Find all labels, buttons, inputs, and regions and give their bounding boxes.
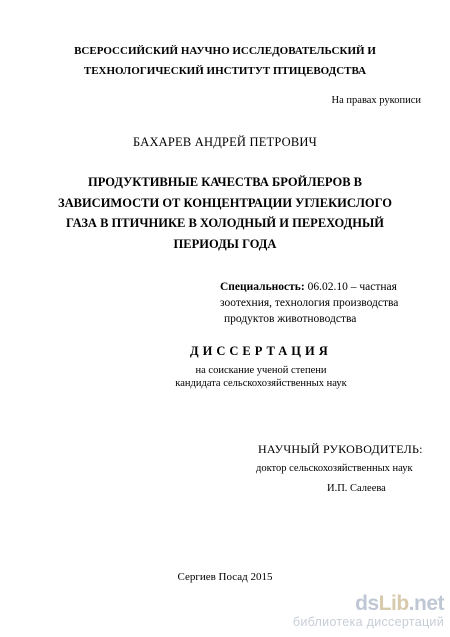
supervisor-degree: доктор сельскохозяйственных наук <box>256 463 413 474</box>
title-line-1: ПРОДУКТИВНЫЕ КАЧЕСТВА БРОЙЛЕРОВ В <box>87 175 362 189</box>
specialty-code: 06.02.10 – частная <box>304 281 397 293</box>
watermark-subtitle: библиотека диссертаций <box>292 615 444 629</box>
manuscript-note: На правах рукописи <box>331 95 421 106</box>
supervisor-name: И.П. Салеева <box>327 483 386 494</box>
specialty-block <box>220 279 430 327</box>
watermark-lib: Lib <box>378 592 409 615</box>
institute-line-1: ВСЕРОССИЙСКИЙ НАУЧНО ИССЛЕДОВАТЕЛЬСКИЙ И <box>74 45 376 57</box>
author-name: БАХАРЕВ АНДРЕЙ ПЕТРОВИЧ <box>133 135 317 149</box>
specialty-line-1 <box>220 279 430 295</box>
title-line-2: ЗАВИСИМОСТИ ОТ КОНЦЕНТРАЦИИ УГЛЕКИСЛОГО <box>58 195 392 210</box>
supervisor-heading: НАУЧНЫЙ РУКОВОДИТЕЛЬ: <box>258 442 423 456</box>
specialty-line-2: зоотехния, технология производства <box>220 297 399 309</box>
title-line-4: ПЕРИОДЫ ГОДА <box>173 236 277 251</box>
document-type: ДИССЕРТАЦИЯ <box>190 344 332 358</box>
degree-line-2: кандидата сельскохозяйственных наук <box>175 378 347 389</box>
specialty-label: Специальность: <box>220 281 305 293</box>
place-year: Сергиев Посад 2015 <box>177 571 273 583</box>
degree-line-1: на соискание ученой степени <box>195 365 327 376</box>
specialty-line-3: продуктов животноводства <box>224 313 357 325</box>
institute-name <box>0 41 450 81</box>
watermark-logo <box>293 593 444 615</box>
degree-block <box>0 364 450 390</box>
dissertation-title <box>0 172 450 254</box>
watermark-net: .net <box>408 592 444 615</box>
institute-line-2: ТЕХНОЛОГИЧЕСКИЙ ИНСТИТУТ ПТИЦЕВОДСТВА <box>83 65 367 77</box>
title-line-3: ГАЗА В ПТИЧНИКЕ В ХОЛОДНЫЙ И ПЕРЕХОДНЫЙ <box>66 216 384 230</box>
watermark-ds: ds <box>355 592 379 615</box>
dslib-watermark <box>293 593 444 629</box>
